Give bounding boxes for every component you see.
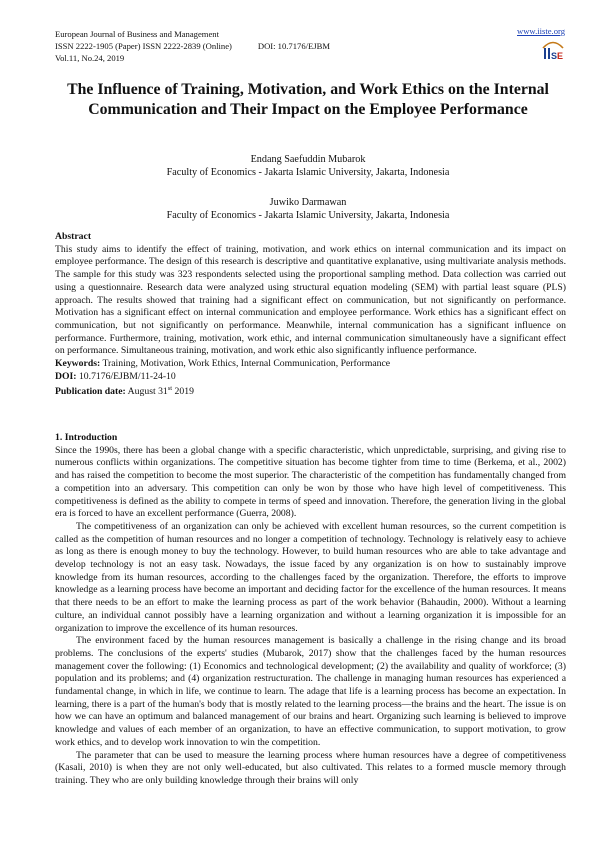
doi-line [55,371,566,384]
doi-value: 10.7176/EJBM/11-24-10 [78,370,176,382]
intro-paragraph: The environment faced by the human resources management is basically a challenge in the rising change and its broad problems. The conclusions of the experts' studies (Mubarok, 2017) show that the challenges faced by the human resources management cover the following: (1) Economics and technological development; (2) the availability and quality of workforce; (3) population and its problems; and (4) organization restructuration. The challenge in managing human resources has experienced a fundamental change, in which in life, we continue to learn. The adage that life is a learning process has become an expectation. In learning, there is a part of the human's body that is mostly related to the learning process—the brains and the heart. The issue is on how we can have an optimum and balanced management of our brains and heart. Organizing such learning is believed to improve knowledge and values of each member of an organization, to have an effective communication, to support motivation, to grow work ethics, and to develop work innovation to win the competition. [55,635,566,748]
keywords-label: Keywords: [55,358,101,370]
svg-text:S: S [551,51,558,61]
introduction-heading: 1. Introduction [55,432,118,443]
journal-name: European Journal of Business and Management [55,29,219,39]
journal-url-link[interactable]: www.iiste.org [517,26,565,36]
keywords-line [55,358,566,371]
abstract-heading: Abstract [55,231,92,242]
issn: ISSN 2222-1905 (Paper) ISSN 2222-2839 (Online) [55,41,232,52]
abstract-section [55,231,566,399]
intro-paragraph: The parameter that can be used to measure the learning process where human resources have a degree of competitiveness (Kasali, 2010) is when they are not only well-educated, but also cultivated. This relates to a formed muscle memory through training. They who are only building knowledge through their brains will only [55,749,566,786]
author-name: Endang Saefuddin Mubarok [250,154,366,165]
journal-header [55,28,330,65]
publication-year: 2019 [174,386,194,398]
abstract-text: This study aims to identify the effect of training, motivation, and work ethics on internal communication and its impact on employee performance. The design of this research is descriptive and quantitative explanative, using multivariate analysis methods. The sample for this study was 323 respondents selected using the proportional sampling method. Data collection was carried out using a questionnaire. Research data were analyzed using structural equation modeling (SEM) with partial least square (PLS) approach. The results showed that training had a significant effect on communication, but not significantly on performance. Motivation has a significant effect on internal communication and employee performance. Work ethics has a significant effect on communication, but not significantly on performance. Meanwhile, internal communication has a significant influence on performance. Furthermore, training, motivation, work ethic, and internal communication simultaneously have a significant effect on performance. Simultaneous training, motivation, and work ethic also significantly influence performance. [55,243,566,357]
publication-label: Publication date: [55,386,126,398]
intro-paragraph: Since the 1990s, there has been a global change with a specific characteristic, which unpredictable, surprising, and giving rise to numerous conflicts within organizations. The competitive situation has become tighter from time to time (Berkema, et al., 2002) and has raised the competition to become the most superior. The characteristic of the competition has fundamentally changed from a competition into an adversary. This competition can only be won by those who have high level of competitiveness. This competitiveness is defined as the ability to compete in terms of speed and innovation. Therefore, the generation living in the global era is forced to have an excellent performance (Guerra, 2008). [55,444,566,520]
publication-date-suffix: st [167,385,173,393]
iiste-logo-icon [541,39,565,62]
journal-doi: DOI: 10.7176/EJBM [257,41,330,52]
header-right [505,26,565,67]
doi-label: DOI: [55,370,77,382]
svg-text:E: E [557,51,564,61]
author-name: Juwiko Darmawan [269,197,347,208]
introduction-section [55,432,566,788]
keywords-value: Training, Motivation, Work Ethics, Internal Communication, Performance [102,358,391,370]
author-affiliation: Faculty of Economics - Jakarta Islamic University, Jakarta, Indonesia [166,210,450,221]
issn-line [55,40,330,52]
author-block-1 [40,153,576,179]
author-block-2 [40,196,576,222]
publication-date: August 31 [127,386,168,398]
author-affiliation: Faculty of Economics - Jakarta Islamic University, Jakarta, Indonesia [166,167,450,178]
volume-line: Vol.11, No.24, 2019 [55,53,125,64]
publication-date-line [55,383,566,399]
paper-title: The Influence of Training, Motivation, and Work Ethics on the Internal Communication and Their Impact on the Employee Performance [67,81,549,118]
intro-paragraph: The competitiveness of an organization can only be achieved with excellent human resources, so the current competition is called as the competition of human resources and no longer a competition of technology. Technology is relatively easy to achieve as long as there is enough money to buy the technology. However, to build human resources who are able to take advantage and develop technology is not an easy task. Nowadays, the issue faced by any organization is on how to sustainably improve knowledge from its human resources, according to the challenges faced by the organization. Therefore, the efforts to improve knowledge as a learning process have become an important and deciding factor for the excellence of the human resources. It means that there needs to be an effort to make the learning process as part of the work behavior (Bahaudin, 2000). Without a learning culture, an individual cannot possibly have a learning organization and without a learning organization it is impossible for an organization to improve the excellence of its human resources. [55,520,566,634]
